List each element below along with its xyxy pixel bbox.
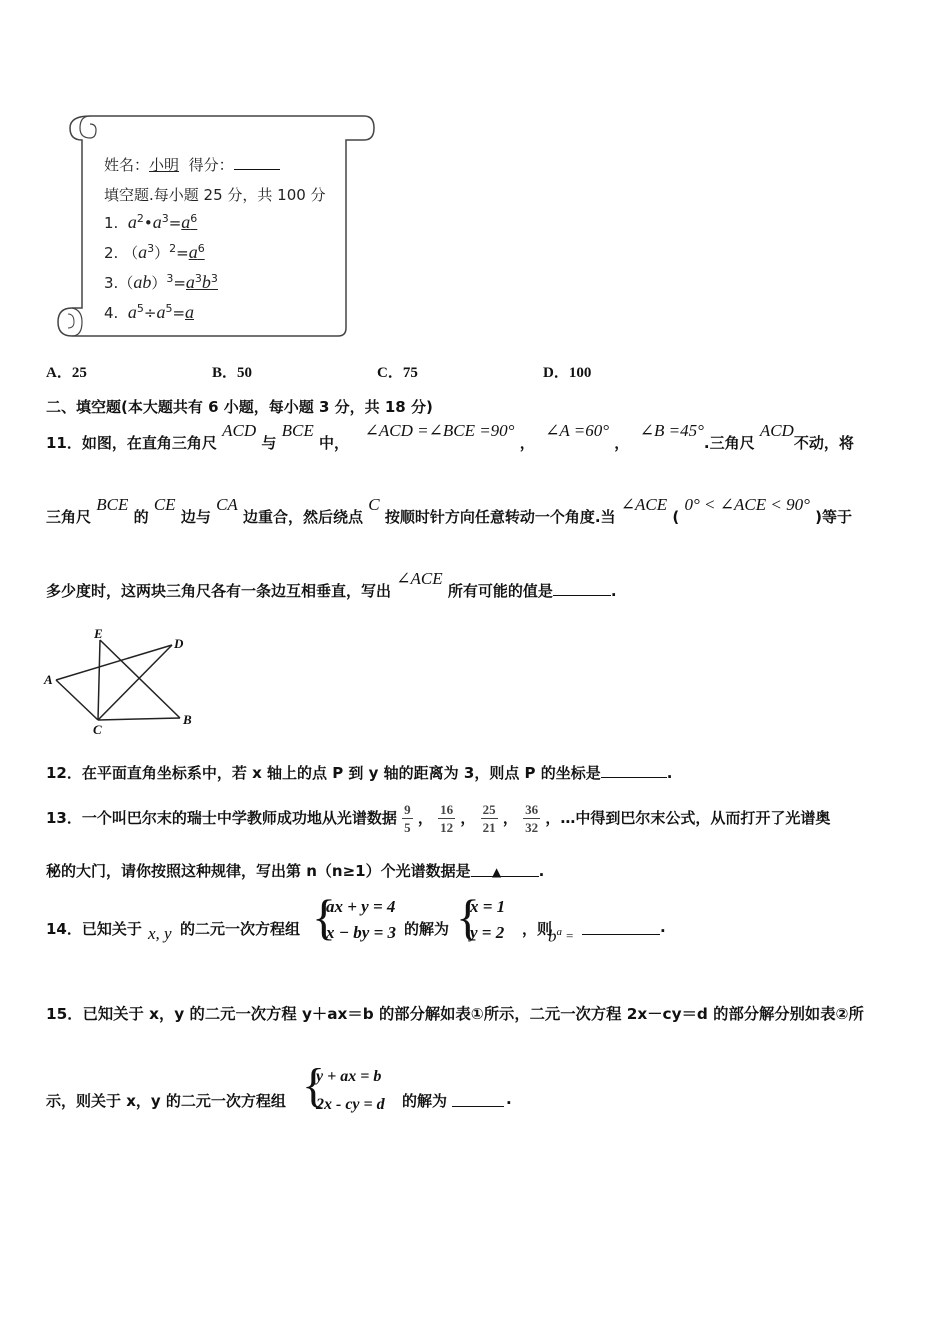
q13-fraction-4: [523, 801, 540, 836]
q13-frac-2-num: 16: [440, 802, 454, 817]
q11-cond1: ∠ACD =∠BCE =90°: [364, 421, 515, 440]
scroll-score-label: 得分：: [188, 156, 234, 174]
label-c: C: [93, 722, 102, 737]
q11-lp: (: [672, 508, 680, 526]
q11-acd-2: ACD: [759, 421, 794, 440]
q15-end: .: [506, 1090, 512, 1108]
q11-l2e: 按顺时针方向任意转动一个角度.当: [384, 508, 616, 526]
scroll-item-3-num: 3.: [104, 274, 119, 292]
q13-frac-1-den: 5: [404, 820, 411, 835]
q14-s1: x = 1: [470, 897, 506, 916]
q11-l2d: 边重合，然后绕点: [243, 508, 364, 526]
section-title: 二、填空题(本大题共有 6 小题，每小题 3 分，共 18 分): [46, 398, 433, 416]
q14-brace-1: {: [312, 889, 336, 945]
scroll-item-1-num: 1.: [104, 214, 119, 232]
q12: [46, 762, 672, 783]
q15-l2b: 的解为: [402, 1092, 448, 1110]
q13-frac-4-num: 36: [525, 802, 539, 817]
q11-ace-2: ∠ACE: [396, 569, 443, 588]
q13-line2: 秘的大门，请你按照这种规律，写出第 n（n≥1）个光谱数据是: [46, 862, 471, 880]
q11-t1: .三角尺: [703, 434, 755, 452]
q14-t2: 的二元一次方程组: [180, 920, 301, 938]
q11-cond2: ∠A =60°: [545, 421, 610, 440]
q11-line-2: [46, 494, 852, 526]
q13-marker: ▲: [491, 865, 502, 879]
q14-eq2: x − by = 3: [326, 923, 397, 942]
label-e: E: [94, 628, 103, 641]
scroll-item-4-num: 4.: [104, 304, 119, 322]
q11-l2a: 三角尺: [46, 508, 92, 526]
q11-l2f: )等于: [815, 508, 852, 526]
q11-l2c: 边与: [180, 508, 211, 526]
q11-l3a: 多少度时，这两块三角尺各有一条边互相垂直，写出: [46, 582, 392, 600]
q11-c: C: [368, 495, 380, 514]
q13-tail: ，…中得到巴尔末公式，从而打开了光谱奥: [545, 809, 831, 827]
q11-line-3: [46, 568, 617, 600]
q11-cond3: ∠B =45°: [639, 421, 704, 440]
label-a: A: [44, 672, 53, 687]
q13-end: .: [538, 862, 545, 880]
scroll-name-label: 姓名：: [104, 156, 150, 174]
q13-fraction-3: [481, 801, 498, 836]
q11-num: 11．如图，在直角三角尺: [46, 434, 217, 452]
q14-end: .: [660, 918, 666, 936]
scroll-name-value: 小明: [149, 156, 180, 174]
q14-exp: a: [556, 926, 562, 938]
segment-a-c: [56, 680, 98, 720]
q11-comma-2: ，: [614, 434, 630, 452]
q15-eq1: y + ax = b: [316, 1068, 382, 1085]
q11-ca: CA: [216, 495, 238, 514]
q11-ce: CE: [153, 495, 176, 514]
q14-brace-2: {: [456, 889, 480, 945]
q14-text: 14．已知关于: [46, 920, 142, 938]
q13-answer-blank[interactable]: [471, 862, 539, 877]
q13-sep-3: ，: [502, 809, 518, 827]
q11-answer-blank[interactable]: [553, 581, 611, 596]
q11-l3b: 所有可能的值是: [447, 582, 553, 600]
q12-text: 12．在平面直角坐标系中，若 x 轴上的点 P 到 y 轴的距离为 3，则点 P 的坐标是: [46, 764, 601, 782]
q15-answer-blank[interactable]: [452, 1092, 504, 1107]
option-b: B．50: [212, 365, 253, 381]
scroll-title: 填空题.每小题 25 分，共 100 分: [104, 186, 326, 204]
q11-l3c: .: [610, 582, 617, 600]
q12-answer-blank[interactable]: [601, 763, 667, 778]
q13-frac-3-den: 21: [482, 820, 496, 835]
option-d: D．100: [543, 365, 592, 381]
q11-yu: 与: [261, 434, 277, 452]
q14-t4: ，则: [522, 920, 553, 938]
q11-zhong: 中，: [318, 434, 349, 452]
scroll-image: 姓名：小明 得分： 填空题.每小题 25 分，共 100 分 1. $a^2•a^3=a^6$ 2. $(a^3)^2=a^6$ $3.(ab)^3=a^3b^3$ 4. $a^5\div a^5=a$: [52, 110, 382, 340]
triangle-figure: [38, 628, 208, 738]
q14-vars: x, y: [148, 924, 172, 943]
segment-e-c: [98, 640, 100, 720]
q11-t2: 不动，将: [793, 434, 854, 452]
q13-sep-2: ，: [460, 809, 476, 827]
q14-expr: b: [548, 926, 557, 946]
q11-ace: ∠ACE: [620, 495, 668, 514]
q11-bce-2: BCE: [96, 495, 129, 514]
scroll-item-2-num: 2.: [104, 244, 119, 262]
q14-t3: 的解为: [404, 920, 450, 938]
q13-frac-2-den: 12: [440, 820, 454, 835]
q12-end: .: [666, 764, 673, 782]
q14-answer-blank[interactable]: [582, 920, 660, 935]
q13-line-1: [46, 798, 830, 838]
q11-range: 0° < ∠ACE < 90°: [684, 495, 810, 514]
q13-sep-1: ，: [417, 809, 433, 827]
q13-frac-3-num: 25: [482, 802, 496, 817]
q11-acd: ACD: [222, 421, 257, 440]
q13-frac-4-den: 32: [525, 820, 539, 835]
q14-eq1: ax + y = 4: [326, 897, 396, 916]
q11-bce: BCE: [281, 421, 314, 440]
q15-eq2: 2x - cy = d: [316, 1096, 385, 1113]
label-b: B: [183, 712, 192, 727]
q13-text: 13．一个叫巴尔末的瑞士中学教师成功地从光谱数据: [46, 809, 397, 827]
segment-c-b: [98, 718, 180, 720]
q15-line-1: 15．已知关于 x，y 的二元一次方程 y＋ax＝b 的部分解如表①所示，二元一次方程 2x－cy＝d 的部分解分别如表②所: [46, 1005, 864, 1023]
q15-l2a: 示，则关于 x，y 的二元一次方程组: [46, 1092, 286, 1110]
option-c: C．75: [377, 365, 418, 381]
label-d: D: [174, 636, 184, 651]
q13-frac-1-num: 9: [404, 802, 411, 817]
q11-l2b: 的: [133, 508, 149, 526]
q15-brace: {: [302, 1059, 326, 1112]
q14-eqs: =: [566, 928, 574, 943]
option-a: A．25: [46, 365, 87, 381]
q11-comma-1: ，: [519, 434, 535, 452]
q13-line-2: [46, 860, 544, 881]
q13-fraction-2: [438, 801, 455, 836]
scroll-frame: [52, 110, 382, 340]
q13-fraction-1: [402, 801, 413, 836]
q11-line-1: [46, 420, 854, 450]
q14-s2: y = 2: [470, 923, 505, 942]
